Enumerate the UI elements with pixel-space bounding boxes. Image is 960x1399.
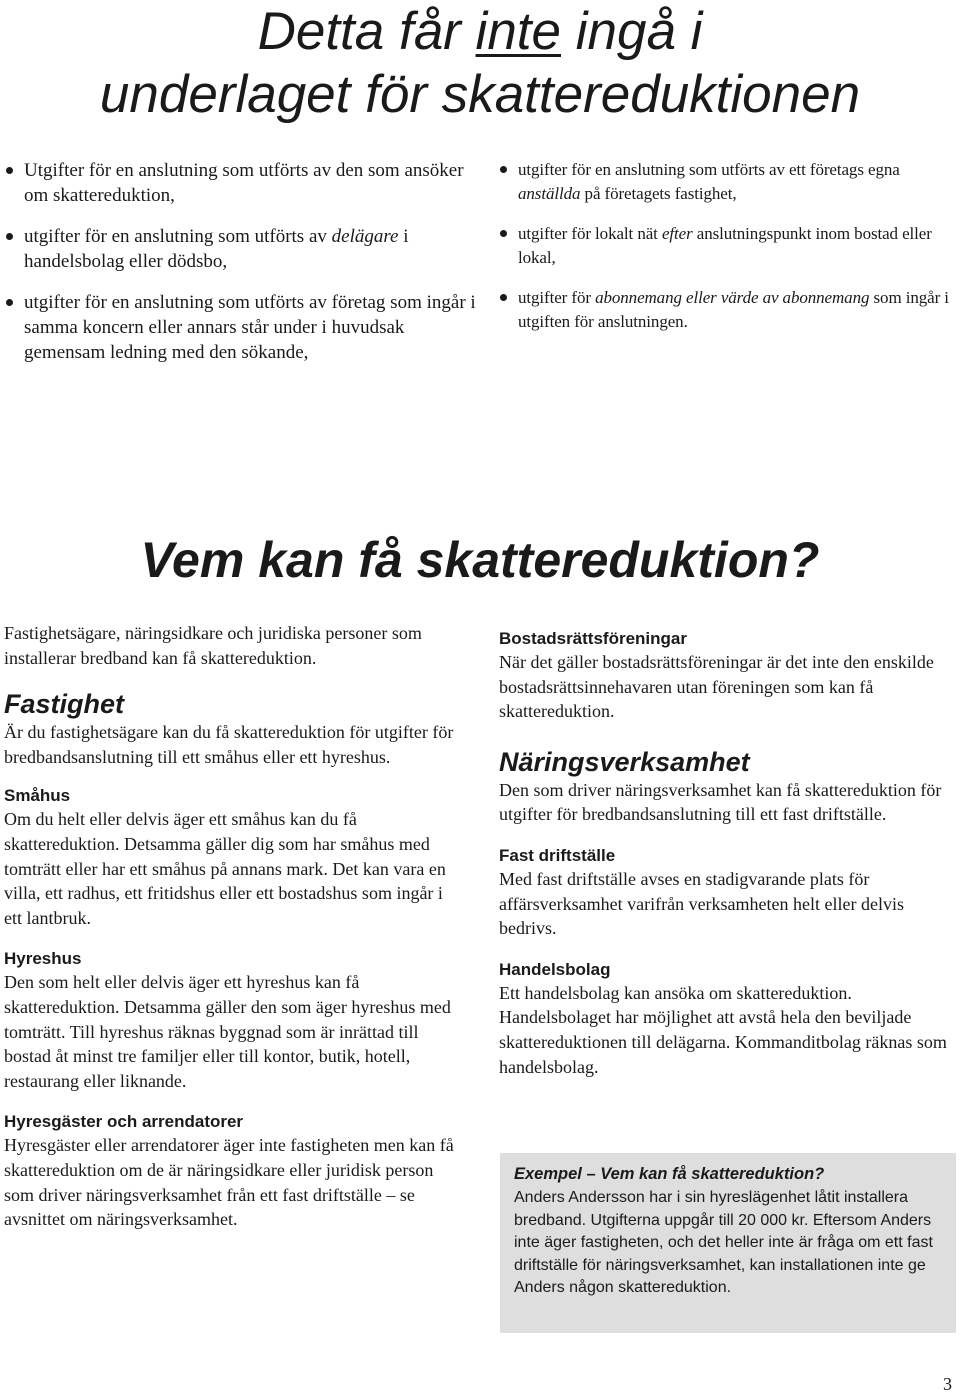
- handelsbolag-heading: Handelsbolag: [499, 959, 611, 979]
- title-underlined-word: inte: [475, 2, 561, 61]
- fast-driftstalle-heading: Fast driftställe: [499, 845, 616, 865]
- hyresgaster-heading: Hyresgäster och arrendatorer: [4, 1112, 244, 1132]
- list-item: utgifter för lokalt nät efter anslutningspunkt inom bostad eller lokal,: [500, 222, 956, 270]
- title-part2: ingå i: [561, 2, 703, 61]
- fastighet-paragraph: Är du fastighetsägare kan du få skattereduktion för utgifter för bredbandsanslutning till ett småhus eller ett hyreshus.: [4, 722, 454, 767]
- title-line2: underlaget för skattereduktionen: [99, 65, 861, 124]
- list-item: Utgifter för en anslutning som utförts av den som ansöker om skattereduktion,: [6, 158, 476, 208]
- naring-heading: Näringsverksamhet: [499, 746, 750, 777]
- list-item: utgifter för en anslutning som utförts av företag som ingår i samma koncern eller annars står under i huvudsak gemensam ledning med den sökande,: [6, 290, 476, 365]
- smahus-heading: Småhus: [4, 786, 71, 806]
- fast-driftstalle-paragraph: Med fast driftställe avses en stadigvarande plats för affärsverksamhet varifrån verksamheten helt eller delvis bedrivs.: [499, 868, 904, 939]
- example-title: Exempel – Vem kan få skattereduktion?: [514, 1165, 825, 1183]
- right-column: [499, 628, 957, 1079]
- exclusion-list-right: [500, 158, 956, 350]
- page-title: [0, 0, 960, 126]
- page-number: 3: [943, 1374, 952, 1394]
- hyreshus-heading: Hyreshus: [4, 949, 82, 969]
- list-item: utgifter för en anslutning som utförts av delägare i handelsbolag eller dödsbo,: [6, 224, 476, 274]
- section-heading: Vem kan få skattereduktion?: [140, 532, 820, 588]
- list-item: utgifter för abonnemang eller värde av abonnemang som ingår i utgiften för anslutningen.: [500, 286, 956, 334]
- hyreshus-paragraph: Den som helt eller delvis äger ett hyreshus kan få skattereduktion. Detsamma gäller den som äger hyreshus med tomträtt. Till hyreshus räknas byggnad som är inrättad till bostad åt minst tre familjer eller till kontor, butik, hotell, restaurang eller liknande.: [4, 972, 451, 1091]
- smahus-paragraph: Om du helt eller delvis äger ett småhus kan du få skattereduktion. Detsamma gäller dig som har småhus med tomträtt eller har ett småhus på annans mark. Det kan vara en villa, ett radhus, ett fritidshus eller ett bostadshus som ingår i ett lantbruk.: [4, 809, 446, 928]
- hyresgaster-paragraph: Hyresgäster eller arrendatorer äger inte fastigheten men kan få skattereduktion om de är näringsidkare eller juridisk person som driver näringsverksamhet från ett fast driftställe – se avsnittet om näringsverksamhet.: [4, 1135, 454, 1230]
- title-part1: Detta får: [257, 2, 476, 61]
- intro-paragraph: Fastighetsägare, näringsidkare och juridiska personer som installerar bredband kan få skattereduktion.: [4, 623, 422, 668]
- brf-heading: Bostadsrättsföreningar: [499, 629, 687, 648]
- example-text: Anders Andersson har i sin hyreslägenhet låtit installera bredband. Utgifterna uppgår till 20 000 kr. Eftersom Anders inte äger fastigheten, och det heller inte är fråga om ett fast driftställe för näringsverksamhet, kan installationen inte ge Anders någon skattereduktion.: [514, 1189, 933, 1297]
- handelsbolag-paragraph: Ett handelsbolag kan ansöka om skattereduktion. Handelsbolaget har möjlighet att avstå hela den beviljade skattereduktionen till delägarna. Kommanditbolag räknas som handelsbolag.: [499, 982, 947, 1077]
- list-item: utgifter för en anslutning som utförts av ett företags egna anställda på företagets fastighet,: [500, 158, 956, 206]
- left-column: [4, 621, 464, 1232]
- fastighet-heading: Fastighet: [4, 689, 125, 720]
- exclusion-list-left: [6, 158, 476, 381]
- example-box: [500, 1153, 956, 1333]
- brf-paragraph: När det gäller bostadsrättsföreningar är det inte den enskilde bostadsrättsinnehavaren utan föreningen som kan få skattereduktion.: [499, 652, 934, 722]
- naring-paragraph: Den som driver näringsverksamhet kan få skattereduktion för utgifter för bredbandsanslutning till ett fast driftställe.: [499, 779, 942, 825]
